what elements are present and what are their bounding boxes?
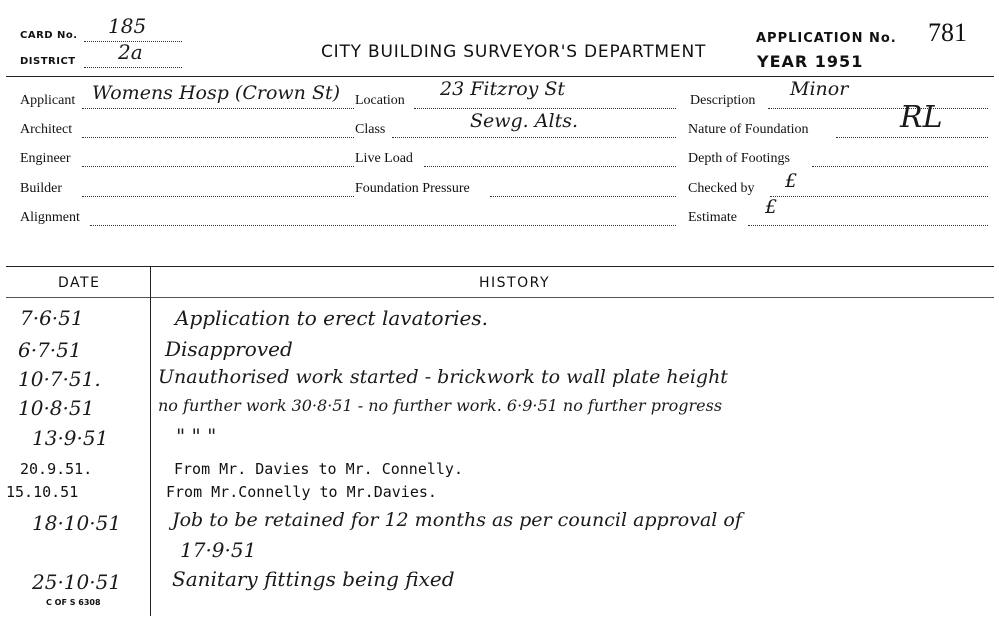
alignment-label: Alignment: [20, 210, 80, 225]
district-line: [84, 67, 182, 68]
depth-of-footings-line: [812, 166, 988, 167]
card-number-label: CARD No.: [20, 30, 78, 41]
row-date: 25·10·51: [32, 570, 122, 594]
row-date: 15.10.51: [6, 483, 79, 501]
checked-by-value: £: [785, 170, 798, 192]
estimate-line: [748, 225, 988, 226]
row-history: From Mr.Connelly to Mr.Davies.: [166, 483, 437, 501]
architect-line: [82, 137, 354, 138]
foundation-pressure-label: Foundation Pressure: [355, 181, 470, 196]
class-line: [392, 137, 676, 138]
location-line: [414, 108, 676, 109]
description-label: Description: [690, 93, 756, 108]
nature-of-foundation-value: RL: [900, 100, 943, 135]
row-date: 20.9.51.: [20, 460, 93, 478]
row-history: Job to be retained for 12 months as per council approval of: [172, 509, 742, 531]
engineer-label: Engineer: [20, 151, 71, 166]
district-value: 2a: [118, 40, 143, 64]
date-column-header: DATE: [58, 275, 101, 291]
row-history: From Mr. Davies to Mr. Connelly.: [174, 460, 463, 478]
estimate-label: Estimate: [688, 210, 737, 225]
nature-of-foundation-label: Nature of Foundation: [688, 122, 809, 137]
row-date: 18·10·51: [32, 511, 122, 535]
row-history: Unauthorised work started - brickwork to wall plate height: [158, 366, 728, 388]
location-label: Location: [355, 93, 405, 108]
row-history: Sanitary fittings being fixed: [172, 567, 455, 591]
description-value: Minor: [790, 78, 849, 100]
nature-of-foundation-line: [836, 137, 988, 138]
application-number-label: APPLICATION No.: [756, 31, 897, 46]
history-column-header: HISTORY: [479, 275, 550, 291]
row-date: 6·7·51: [18, 338, 82, 362]
district-label: DISTRICT: [20, 56, 76, 67]
table-top-rule: [6, 266, 994, 267]
estimate-value: £: [765, 196, 778, 218]
row-date: 13·9·51: [32, 426, 109, 450]
location-value: 23 Fitzroy St: [440, 78, 566, 100]
row-date: 10·8·51: [18, 396, 95, 420]
live-load-line: [424, 166, 676, 167]
row-history: " " ": [176, 424, 217, 448]
builder-line: [82, 196, 354, 197]
table-header-rule: [6, 297, 994, 298]
engineer-line: [82, 166, 354, 167]
checked-by-label: Checked by: [688, 181, 755, 196]
checked-by-line: [770, 196, 988, 197]
builder-label: Builder: [20, 181, 62, 196]
department-title: CITY BUILDING SURVEYOR'S DEPARTMENT: [321, 42, 707, 62]
card-number-value: 185: [108, 14, 147, 38]
live-load-label: Live Load: [355, 151, 413, 166]
application-number-value: 781: [928, 18, 967, 47]
year-label: YEAR 1951: [757, 52, 864, 71]
class-value: Sewg. Alts.: [470, 110, 578, 132]
applicant-label: Applicant: [20, 93, 76, 108]
header-divider: [6, 76, 994, 77]
depth-of-footings-label: Depth of Footings: [688, 151, 790, 166]
applicant-value: Womens Hosp (Crown St): [92, 82, 341, 104]
row-date: 10·7·51.: [18, 367, 101, 391]
row-history: Application to erect lavatories.: [175, 306, 488, 330]
foundation-pressure-line: [490, 196, 676, 197]
class-label: Class: [355, 122, 386, 137]
alignment-line: [90, 225, 676, 226]
form-code: C OF S 6308: [46, 598, 101, 607]
row-date: 7·6·51: [20, 306, 84, 330]
applicant-line: [82, 108, 354, 109]
row-history: Disapproved: [165, 337, 293, 361]
description-line: [768, 108, 988, 109]
row-history: 17·9·51: [180, 538, 257, 562]
row-history: no further work 30·8·51 - no further work. 6·9·51 no further progress: [158, 396, 723, 415]
date-column-divider: [150, 266, 151, 616]
architect-label: Architect: [20, 122, 73, 137]
